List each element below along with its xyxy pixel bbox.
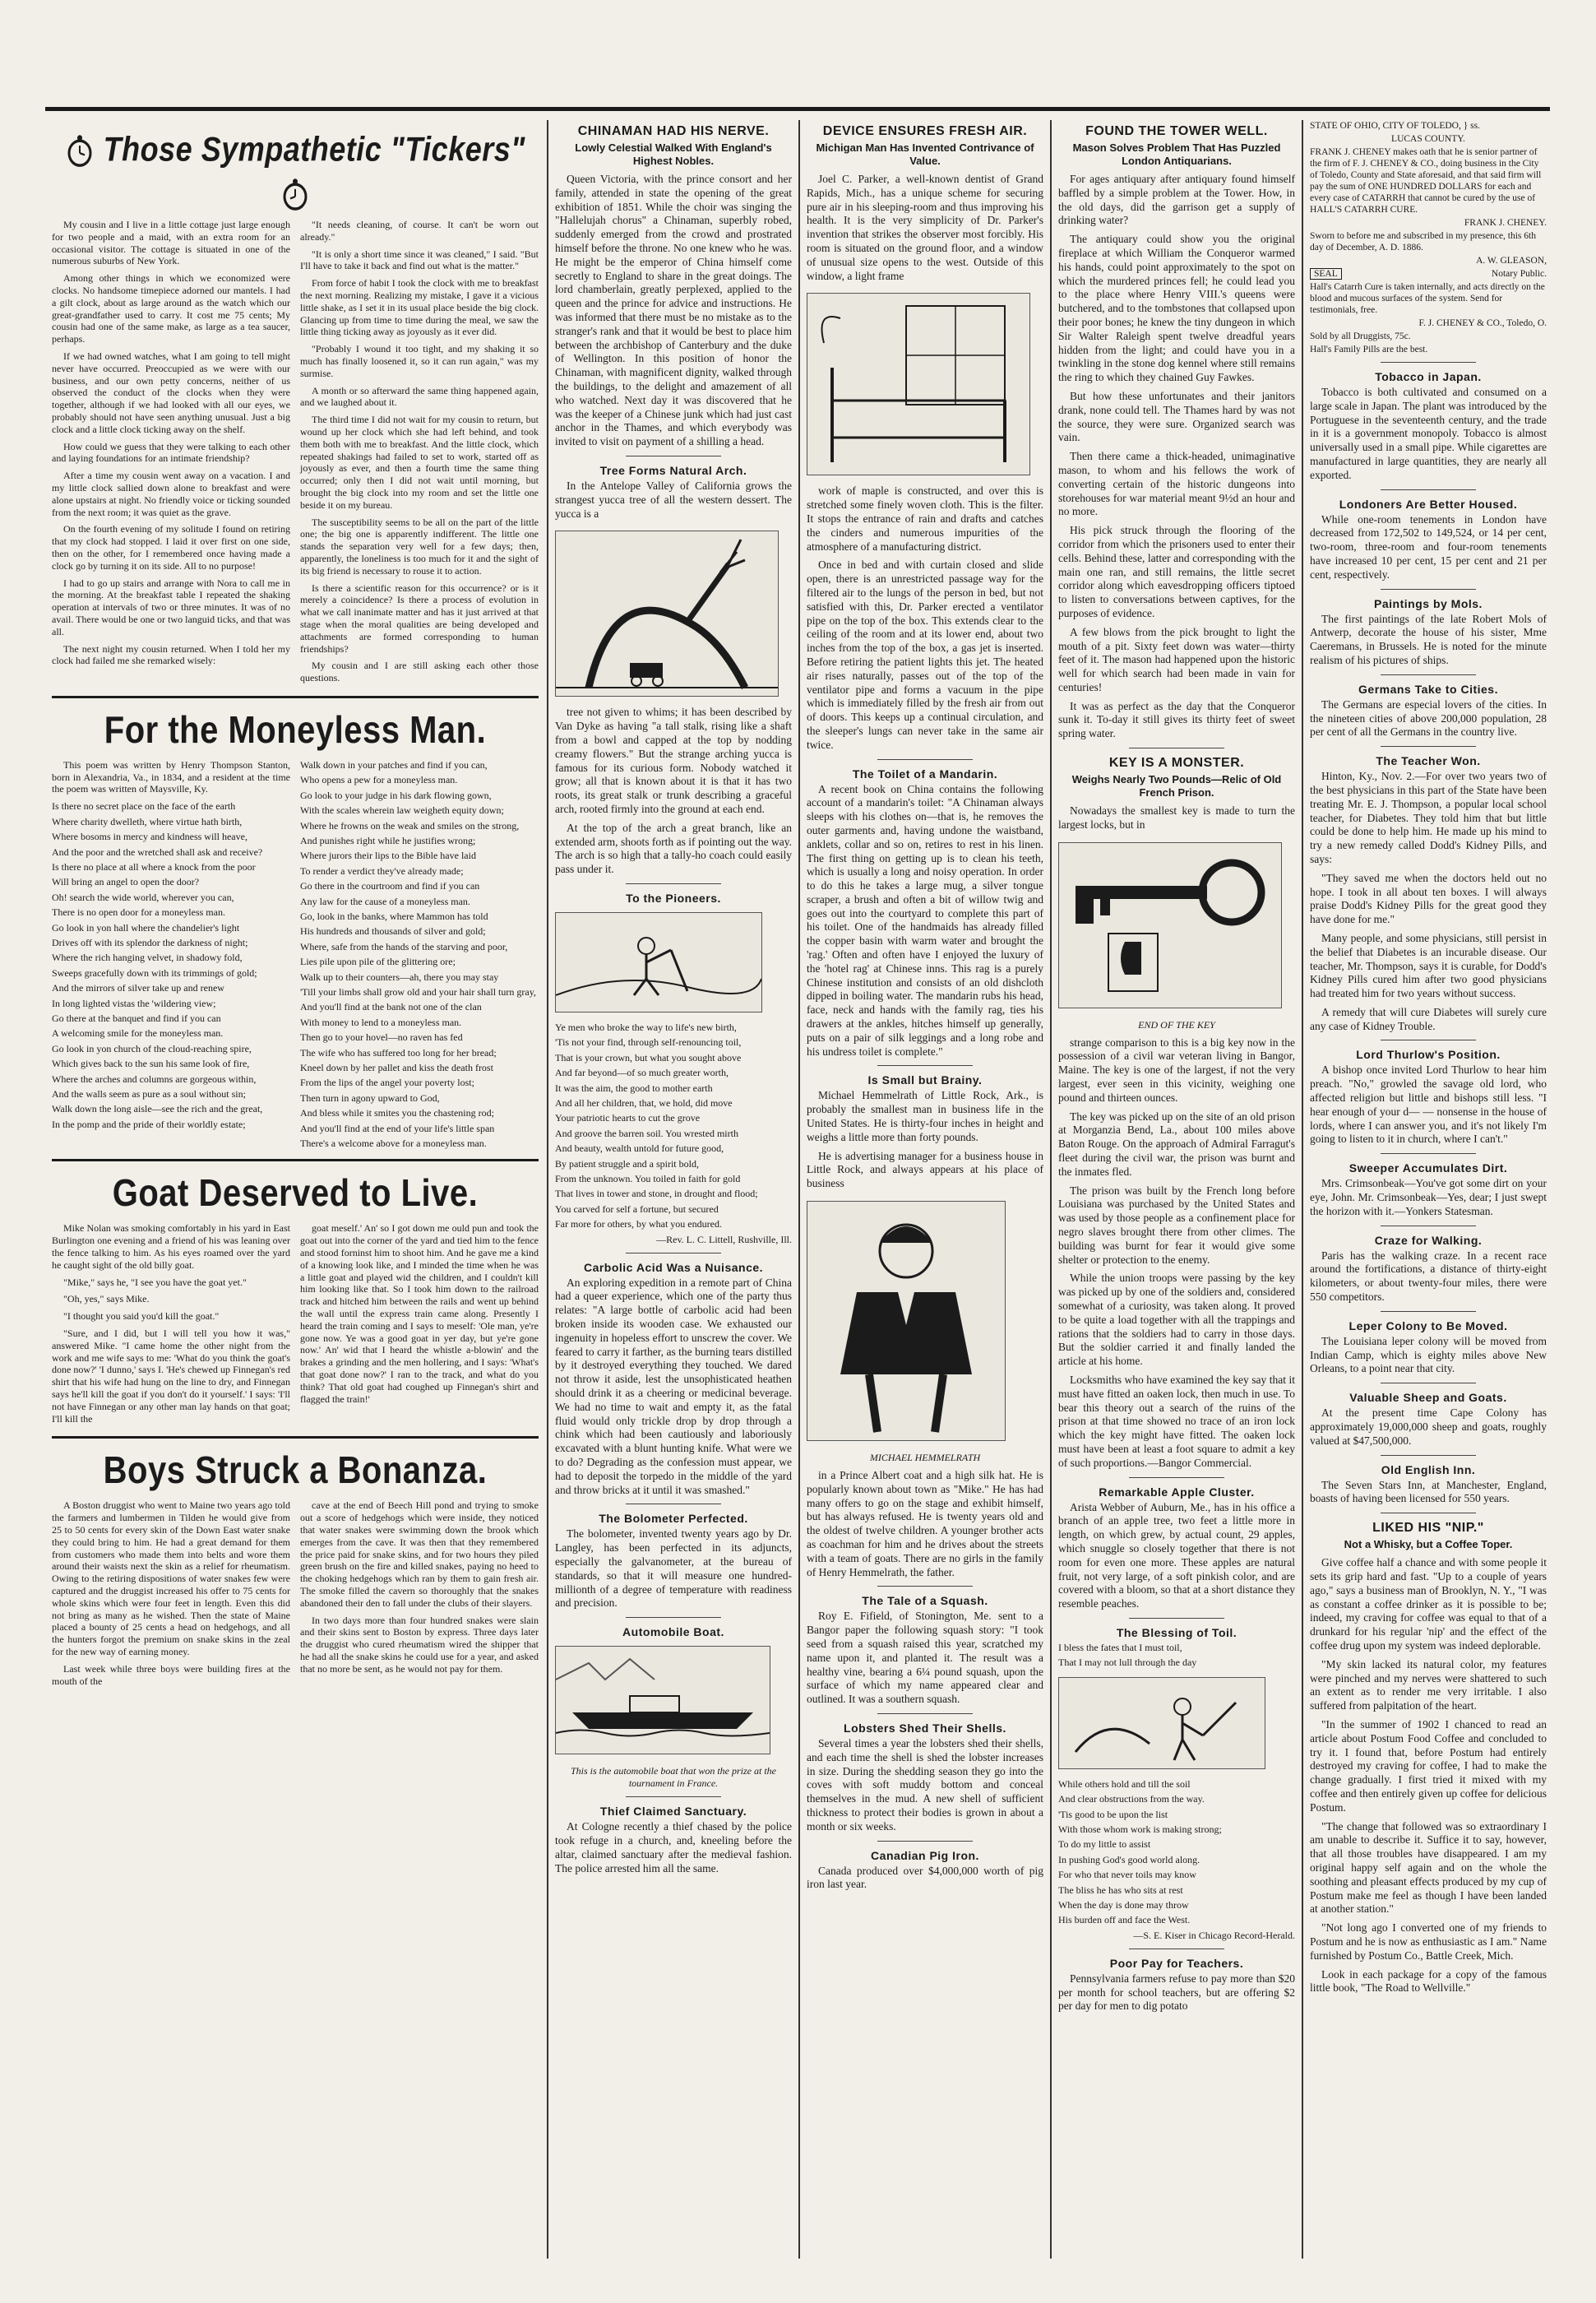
tickers-paragraph: The next night my cousin returned. When I told her my clock had failed me she remarked wisely:: [52, 642, 290, 667]
key-paragraph: The key was picked up on the site of an old prison at Morganzia Bend, La., about 100 miles above Baton Rouge. On the approach of Admiral Farragut's fleet during the civil war, the prison was burnt and the inmates fled.: [1058, 1110, 1295, 1178]
headline-pig-iron: Canadian Pig Iron.: [871, 1848, 979, 1862]
key-paragraph: Nowadays the smallest key is made to turn the largest locks, but in: [1058, 804, 1295, 831]
goat-article: [52, 1222, 539, 1430]
notice-line: [1310, 268, 1547, 280]
poem-line: Oh! search the wide world, wherever you can,: [52, 891, 234, 903]
poem-line: Walk down in your patches and find if you can,: [300, 758, 488, 771]
goat-paragraph: Mike Nolan was smoking comfortably in his yard in East Burlington one evening and a friend of his was leaning over the fence talking to him. As his eyes roamed over the yard he caught sight of the old billy goat.: [52, 1222, 290, 1271]
notice-line: FRANK J. CHENEY.: [1464, 218, 1547, 228]
fresh-air-paragraph: Joel C. Parker, a well-known dentist of Grand Rapids, Mich., has a unique scheme for securing pure air in his sleeping-room and thus improving his health. It is the very simplicity of Dr. Parker's invention that strikes the observer most forcibly. His room is situated on the ground floor, and a window of unusual size opens to the west. Outside of this window, a light frame: [807, 173, 1043, 282]
separator: [1381, 674, 1475, 675]
headline-bonanza: Boys Struck a Bonanza.: [103, 1450, 488, 1492]
poem-line: And beauty, wealth untold for future good,: [555, 1142, 724, 1155]
goat-paragraph: "Mike," says he, "I see you have the goat yet.": [63, 1276, 247, 1288]
separator: [1129, 1618, 1224, 1619]
poem-line: His burden off and face the West.: [1058, 1914, 1191, 1926]
tower-paragraph: Then there came a thick-headed, unimaginative mason, to whom and his fellows the work of converting certain of the historic dungeons into storehouses for war material meant 9½d an hour and no more.: [1058, 450, 1295, 518]
column-divider: [547, 120, 548, 2259]
poem-line: For who that never toils may know: [1058, 1869, 1196, 1881]
deck-nip: Not a Whisky, but a Coffee Toper.: [1344, 1538, 1513, 1551]
tickers-paragraph: The susceptibility seems to be all on the part of the little one; the big one is apparently indifferent. The little one stands the separation very well for a few days; then, apparently, the loneliness is too much for it and the sight of its big friend is necessary to rouse it to action.: [300, 516, 539, 577]
poem-line: Where charity dwelleth, where virtue hath birth,: [52, 815, 243, 827]
clock-icon: [280, 178, 310, 212]
headline-thurlow: Lord Thurlow's Position.: [1356, 1048, 1501, 1062]
inn-paragraph: The Seven Stars Inn, at Manchester, England, boasts of having been licensed for 550 years.: [1310, 1478, 1547, 1505]
headline-walking: Craze for Walking.: [1374, 1233, 1483, 1247]
poem-line: A welcoming smile for the moneyless man.: [52, 1027, 224, 1040]
tower-paragraph: For ages antiquary after antiquary found himself baffled by a simple problem at the Tower. How, in the old days, did the garrison get a supply of drinking water?: [1058, 173, 1295, 227]
walking-paragraph: Paris has the walking craze. In a recent race around the fortifications, a distance of thirty-eight kilometers, or about twenty-four miles, there were 550 competitors.: [1310, 1249, 1547, 1304]
nip-paragraph: "Not long ago I converted one of my friends to Postum and he is now as enthusiastic as I am." Name furnished by Postum Co., Battle Creek, Mich.: [1310, 1921, 1547, 1962]
tower-paragraph: It was as perfect as the day that the Conqueror sunk it. To-day it still gives its thirty feet of sweet spring water.: [1058, 699, 1295, 740]
separator: [626, 883, 720, 884]
poem-line: And groove the barren soil. You wrested mirth: [555, 1127, 738, 1139]
bonanza-paragraph: Last week while three boys were building fires at the mouth of the: [52, 1662, 290, 1687]
tickers-paragraph: "Probably I wound it too tight, and my shaking it so much has finally loosened it, so it can run again," was my surmise.: [300, 343, 539, 379]
poem-line: That I may not lull through the day: [1058, 1657, 1197, 1669]
headline-poor-pay: Poor Pay for Teachers.: [1109, 1956, 1244, 1970]
separator: [626, 1617, 720, 1618]
headline-tower-well: FOUND THE TOWER WELL.: [1085, 124, 1268, 138]
tower-paragraph: But how these unfortunates and their janitors drank, none could tell. The Thames hard by was not the source, they were sure. Organized search was vain.: [1058, 389, 1295, 444]
poem-line: Where he frowns on the weak and smiles on the strong,: [300, 819, 520, 832]
teacher-paragraph: Hinton, Ky., Nov. 2.—For over two years two of the best physicians in this part of the State have been treating Mr. E. J. Thompson, a popular local school teacher, for Diabetes. They told him that but little could be done to help him. He made up his mind to try a new remedy called Dodd's Kidney Pills, and says:: [1310, 770, 1547, 865]
poem-line: Where, safe from the hands of the starving and poor,: [300, 940, 508, 952]
clock-icon: [65, 135, 95, 169]
headline-goat: Goat Deserved to Live.: [112, 1173, 479, 1215]
separator: [1381, 589, 1475, 590]
poem-line: You carved for self a fortune, but secured: [555, 1202, 719, 1215]
headline-sheep: Valuable Sheep and Goats.: [1349, 1391, 1507, 1405]
separator: [1381, 1153, 1475, 1154]
germans-paragraph: The Germans are especial lovers of the cities. In the nineteen cities of above 200,000 population, 28 per cent of all the Germans in the country live.: [1310, 697, 1547, 739]
brainy-paragraph: Michael Hemmelrath of Little Rock, Ark., is probably the smallest man in business life in the United States. He is thirty-four inches in height and weighs a little more than forty pounds.: [807, 1089, 1043, 1143]
tobacco-paragraph: Tobacco is both cultivated and consumed on a large scale in Japan. The plant was introduced by the Portuguese in the seventeenth century, and the trade in it is a government monopoly. Tobacco is almost universally used in a small pipe. While cigarettes are manufactured in large quantities, they are nearly all exported.: [1310, 386, 1547, 481]
toil-illustration: [1058, 1677, 1265, 1769]
column-3: [807, 120, 1043, 2267]
poem-line: Go there at the banquet and find if you can: [52, 1012, 221, 1024]
section-rule: [52, 1436, 539, 1439]
fresh-air-paragraph: work of maple is constructed, and over this is stretched some finely woven cloth. This is the filter. It stops the entrance of rain and drafts and catches the cinders and numerous impurities of the atmosphere of a manufacturing district.: [807, 484, 1043, 553]
separator: [1381, 1311, 1475, 1312]
key-illustration: [1058, 842, 1282, 1008]
poem-line: There's a welcome above for a moneyless man.: [300, 1138, 487, 1150]
poem-line: With money to lend to a moneyless man.: [300, 1016, 462, 1028]
notice-line: STATE OF OHIO, CITY OF TOLEDO, } ss.: [1310, 121, 1480, 131]
poem-line: By patient struggle and a spirit bold,: [555, 1157, 699, 1170]
notice-line: F. J. CHENEY & CO., Toledo, O.: [1418, 318, 1547, 328]
poem-line: When the day is done may throw: [1058, 1899, 1189, 1911]
poem-line: That lives in tower and stone, in drought and flood;: [555, 1188, 758, 1200]
deck-key-monster: Weighs Nearly Two Pounds—Relic of Old French Prison.: [1071, 773, 1282, 799]
poem-line: 'Tis good to be upon the list: [1058, 1808, 1168, 1820]
poem-line: And all her children, that, we hold, did move: [555, 1096, 733, 1109]
poem-line: I bless the fates that I must toil,: [1058, 1641, 1182, 1653]
headline-moneyless: For the Moneyless Man.: [104, 709, 487, 752]
nip-paragraph: "My skin lacked its natural color, my features were pinched and my nerves were shattered to such an extent as to render me very irritable. I also suffered from palpitation of the heart.: [1310, 1657, 1547, 1712]
headline-tobacco: Tobacco in Japan.: [1375, 370, 1482, 383]
thief-paragraph: At Cologne recently a thief chased by the police took refuge in a church, and, kneeling before the altar, claimed sanctuary after the medieval fashion. The police arrested him all the same.: [555, 1820, 792, 1874]
notice-line: Hall's Catarrh Cure is taken internally, and acts directly on the blood and mucous surfaces of the system. Send for testimonials, free.: [1310, 282, 1545, 315]
seal-box: SEAL: [1310, 268, 1342, 280]
separator: [877, 1713, 972, 1714]
deck-chinaman: Lowly Celestial Walked With England's Highest Nobles.: [575, 141, 772, 167]
poem-line: There is no open door for a moneyless man.: [52, 906, 225, 919]
headline-germans: Germans Take to Cities.: [1358, 682, 1498, 696]
poem-line: To do my little to assist: [1058, 1838, 1151, 1851]
tickers-paragraph: My cousin and I live in a little cottage just large enough for two people and a maid, with an extra room for an occasional visitor. The cottage is situated in one of the numerous suburbs of New York.: [52, 219, 290, 267]
poem-line: And the poor and the wretched shall ask and receive?: [52, 846, 263, 858]
poem-line: In the pomp and the pride of their worldly estate;: [52, 1118, 246, 1130]
carbolic-paragraph: An exploring expedition in a remote part of China had a queer experience, which one of the party thus relates: "A large bottle of carbolic acid had been broken inside its wooden case. We exhausted our ingenuity in hopeless effort to unscrew the cover. We feared to carry it farther, as the burning tears distilled by it destroyed everything they touched. We dared not throw it aside, lest the unsophisticated heathen should drink it as a cheering or medicinal beverage. We had no time to wait and empty it, as the fatal fluid would only trickle drop by drop through a chink which had been cautiously and laboriously excavated with a blunt hunting knife. What were we to do? Degrading as the confession must appear, we had to deposit the torpedo in the middle of the yard and throw bricks at it until it was smashed.": [555, 1276, 792, 1496]
poem-line: Is there no place at all where a knock from the poor: [52, 860, 256, 873]
headline-bolometer: The Bolometer Perfected.: [599, 1512, 748, 1526]
teacher-paragraph: A remedy that will cure Diabetes will surely cure any case of Kidney Trouble.: [1310, 1005, 1547, 1032]
ventilated-bed-illustration: [807, 293, 1030, 475]
column-5: [1310, 120, 1547, 2267]
tower-paragraph: His pick struck through the flooring of the corridor from which the prisoners used to enter their cells. Behind these, latter and corresponding with the main one ran, and still remains, the little secret corridor along which eavesdropping officers tiptoed to listen to conversations between captives, for the purposes of evidence.: [1058, 524, 1295, 619]
tickers-paragraph: After a time my cousin went away on a vacation. I and my little clock sallied down alone to breakfast and were alone upstairs at night. No friendly voice or ticking sounded from the next room; it was quiet as the grave.: [52, 470, 290, 518]
sheep-paragraph: At the present time Cape Colony has approximately 19,000,000 sheep and goats, roughly valued at $47,500,000.: [1310, 1406, 1547, 1447]
poem-line: 'Tis not your find, through self-renouncing toil,: [555, 1036, 742, 1049]
nip-paragraph: "In the summer of 1902 I chanced to read an article about Postum Food Coffee and concluded to try it. I found that, before Postum had entirely destroyed my craving for coffee, I had to make the change gradually. I first tried it mixed with my coffee and then entirely given up coffee for delicious Postum.: [1310, 1717, 1547, 1814]
top-rule: [45, 107, 1550, 111]
deck-tower-well: Mason Solves Problem That Has Puzzled London Antiquarians.: [1072, 141, 1281, 167]
poem-line: In long lighted vistas the 'wildering view;: [52, 997, 216, 1009]
poem-line: With the scales wherein law weigheth equity down;: [300, 804, 504, 817]
poem-line: Drives off with its splendor the darkness of night;: [52, 936, 248, 948]
tickers-paragraph: My cousin and I are still asking each other those questions.: [300, 660, 539, 684]
bolometer-paragraph: The bolometer, invented twenty years ago by Dr. Langley, has been perfected in its adjuncts, especially the galvanometer, at the bureau of standards, so that it will measure one hundred-millionth of a degree of temperature with readiness and precision.: [555, 1527, 792, 1610]
column-1: [52, 120, 539, 2267]
section-rule: [52, 1159, 539, 1161]
key-caption: END OF THE KEY: [1138, 1018, 1215, 1031]
headline-tickers: [52, 127, 539, 215]
poem-line: Any law for the cause of a moneyless man.: [300, 895, 470, 907]
separator: [877, 759, 972, 760]
deck-fresh-air: Michigan Man Has Invented Contrivance of Value.: [816, 141, 1034, 167]
poem-signature: —Rev. L. C. Littell, Rushville, Ill.: [656, 1233, 792, 1245]
teacher-paragraph: Many people, and some physicians, still persist in the belief that Diabetes is an incurable disease. Our teacher, Mr. Thompson, says it is curable, for Dodd's Kidney Pills cured him after two good physicians had treated him for two years without success.: [1310, 931, 1547, 1000]
headline-londoners: Londoners Are Better Housed.: [1339, 497, 1518, 511]
separator: [1129, 1477, 1224, 1478]
tickers-paragraph: On the fourth evening of my solitude I found on retiring that my clock had stopped. I laid it over first on one side, then on the other, for I remembered once having made a clock go by turning it on its side. All to no purpose!: [52, 523, 290, 572]
key-paragraph: The prison was built by the French long before Louisiana was purchased by the United States and was used by those people as a confinement place for negro slaves brought there from other climes. The building was burnt for fear it would give some shelter or protection to the enemy.: [1058, 1184, 1295, 1266]
poem-line: Which gives back to the sun his same look of fire,: [52, 1058, 250, 1070]
headline-blessing-of-toil: The Blessing of Toil.: [1116, 1625, 1237, 1639]
poem-line: To render a verdict they've already made;: [300, 864, 464, 877]
tickers-paragraph: Is there a scientific reason for this occurrence? or is it merely a coincidence? Is there a process of evolution in what we call inanimate matter and has it just arrived at that stage when the moral qualities are being developed and attachments are formed corresponding to human friendships?: [300, 582, 539, 655]
goat-paragraph: goat meself.' An' so I got down me ould pun and took the goat out into the corner of the yard and tied him to the fence and stood forninst him to shoot him. And he gave me a kind of a knowing look like, and I minded the time when he was a little goat and played wid the children, and I couldn't kill him looking like that. So I took him down to the railroad track and hitched him between the rails and went up behind the wall until the express train came along. Presently I heard the train coming and I says to meself: 'Ole man, ye're gone now. Ye was a good goat in yer day, but ye're gone now.' An' wid that I heard the whistle a-blowin' and the brakes a grinding and the men hollering, and I says: 'What's that goat done now?' I ran to the track, and what do you think? That old goat had coughed up Finnegan's shirt and flagged the train!': [300, 1222, 539, 1405]
poem-line: His hundreds and thousands of silver and gold;: [300, 925, 486, 938]
pig-iron-paragraph: Canada produced over $4,000,000 worth of pig iron last year.: [807, 1864, 1043, 1891]
nip-paragraph: Give coffee half a chance and with some people it sets its grip hard and fast. "Up to a couple of years ago," says a business man of Brooklyn, N. Y., "I was as constant a coffee drinker as it is possible to be; indeed, my craving for coffee was equal to that of a drunkard for his regular 'nip' and the effect of the coffee drug upon my system was indeed deplorable.: [1310, 1556, 1547, 1652]
tickers-paragraph: Among other things in which we economized were clocks. No handsome timepiece adorned our mantels. I had a gilt clock, about as large around as the watch which our great-grandfather used to carry. It cost me 75 cents; My cousin had one of the same make, as large as a tea saucer, perhaps.: [52, 272, 290, 345]
poem-line: Lies pile upon pile of the glittering ore;: [300, 956, 456, 968]
mandarin-paragraph: A recent book on China contains the following account of a mandarin's toilet: "A Chinaman always sleeps with his clothes on—that is, he removes the outer garments and, having undone the waistband, anklets, collar and so on, retires to rest in his linen. The first thing on getting up is to clean his teeth, which is usually a long and noisy operation. In order to do this he takes a large mug, a silver tongue scraper, a brush and often a bit of willow twig and goes out into the courtyard to complete this part of his toilet. One of the handmaids has already filled the copper basin with warm water and brought the 'rag.' Often and often have I enjoyed the luxury of the 'hotel rag' at Chinese inns. This rag is a purely Chinese institution and consists of an old dishcloth dipped in boiling water. The mandarin rubs his head, face, neck and hands with the family rag, ties his drawers at the ankles, hitches himself up generally, puts on a pair of silk leggings and a long robe and his undress toilet is complete.": [807, 782, 1043, 1058]
paintings-paragraph: The first paintings of the late Robert Mols of Antwerp, decorate the house of his sister, Mme Caeremans, in Brussels. He is noted for the minute realism of his pictures of ships.: [1310, 612, 1547, 666]
poem-line: And you'll find at the bank not one of the clan: [300, 1001, 482, 1013]
poem-line: Ye men who broke the way to life's new birth,: [555, 1021, 737, 1033]
headline-paintings: Paintings by Mols.: [1374, 596, 1483, 610]
nip-paragraph: "The change that followed was so extraordinary I am unable to describe it. Suffice it to say, however, that all those troubles have disappeared. I am my original happy self again and on the whole the soothing and pleasant effects produced by my cup of Postum make me feel as though I have been landed at another station.": [1310, 1819, 1547, 1916]
poem-line: Go there in the courtroom and find if you can: [300, 880, 480, 892]
tickers-paragraph: A month or so afterward the same thing happened again, and we laughed about it.: [300, 384, 539, 409]
poem-line: Go look in yon church of the cloud-reaching spire,: [52, 1042, 252, 1054]
goat-paragraph: "Sure, and I did, but I will tell you how it was," answered Mike. "I came home the other night from the work and me wife says to me: 'What do you think the goat's done now?' 'I dunno,' says I. 'He's chewed up Finnegan's red shirt that his wife had hung on the line to dry, and Finnegan says he'll kill the goat if you don't do it yourself.' I says: 'I'll not have Finnegan or any other man lay hands on that goat; I'll kill the: [52, 1328, 290, 1425]
poem-line: And the mirrors of silver take up and renew: [52, 982, 224, 994]
tickers-paragraph: If we had owned watches, what I am going to tell might never have occurred. Preoccupied as we were with our business, and our own petty concerns, neither of us observed the conduct of the clocks when they were together, although if we had looked with all our eyes, we probably should not have seen anything unusual. Just a big clock and a little clock ticking away on the shelf.: [52, 350, 290, 435]
headline-mandarin: The Toilet of a Mandarin.: [852, 767, 998, 781]
poem-line: It was the aim, the good to mother earth: [555, 1082, 713, 1094]
poem-line: And bless while it smites you the chastening rod;: [300, 1107, 494, 1119]
yucca-arch-illustration: [555, 531, 779, 697]
poem-line: And you'll find at the end of your life's little span: [300, 1122, 495, 1134]
tickers-paragraph: "It needs cleaning, of course. It can't be worn out already.": [300, 219, 539, 243]
separator: [877, 1586, 972, 1587]
headline-key-monster: KEY IS A MONSTER.: [1108, 756, 1245, 771]
tickers-paragraph: How could we guess that they were talking to each other and laying foundations for an intimate friendship?: [52, 440, 290, 465]
poem-intro: This poem was written by Henry Thompson Stanton, born in Alexandria, Va., in 1834, and a resident at the time the poem was written of Maysville, Ky.: [52, 758, 290, 795]
notice-line: FRANK J. CHENEY makes oath that he is senior partner of the firm of F. J. CHENEY & CO., doing business in the City of Toledo, County and State aforesaid, and that said firm will pay the sum of ONE HUNDRED DOLLARS for each and every case of CATARRH that cannot be cured by the use of HALL'S CATARRH CURE.: [1310, 147, 1542, 215]
poem-line: The wife who has suffered too long for her bread;: [300, 1046, 497, 1059]
separator: [1381, 1455, 1475, 1456]
poem-line: The bliss he has who sits at rest: [1058, 1884, 1183, 1896]
poem-line: Will bring an angel to open the door?: [52, 876, 200, 888]
headline-fresh-air: DEVICE ENSURES FRESH AIR.: [822, 124, 1028, 138]
poem-line: Walk down the long aisle—see the rich and the great,: [52, 1103, 263, 1115]
poem-line: With those whom work is making strong;: [1058, 1823, 1222, 1835]
poem-line: In pushing God's good world along.: [1058, 1853, 1200, 1865]
poem-line: Your patriotic hearts to cut the grove: [555, 1112, 701, 1124]
poem-line: Walk up to their counters—ah, there you may stay: [300, 971, 499, 983]
tickers-paragraph: The third time I did not wait for my cousin to return, but wound up her clock which she had left behind, and took them both with me to breakfast. And the little clock, which repeated shakings had failed to set to work, started off as joyously as ever, and then a fourth time the same thing occurred; only then I did not wait until morning, but brought the big clock into my room and set the little one beside it on my bureau.: [300, 414, 539, 511]
thurlow-paragraph: A bishop once invited Lord Thurlow to hear him preach. "No," growled the savage old lord, who affected religion but little and bishops still less. "I hear enough of your d— — nonsense in the house of lords, where I can answer you, and it's not likely I'm going to listen to it in church, where I can't.": [1310, 1063, 1547, 1146]
newspaper-page: [45, 107, 1550, 2278]
poem-line: Go, look in the banks, where Mammon has told: [300, 910, 488, 922]
poem-line: While others hold and till the soil: [1058, 1777, 1191, 1790]
poem-line: Far more for others, by what you endured.: [555, 1218, 722, 1230]
notice-line: A. W. GLEASON,: [1476, 256, 1547, 266]
headline-sweeper: Sweeper Accumulates Dirt.: [1349, 1161, 1508, 1175]
notice-line: LUCAS COUNTY.: [1391, 134, 1465, 144]
separator: [1381, 746, 1475, 747]
headline-inn: Old English Inn.: [1381, 1462, 1476, 1476]
tickers-paragraph: "It is only a short time since it was cleaned," I said. "But I'll have to take it back and find out what is the matter.": [300, 248, 539, 272]
headline-automobile-boat: Automobile Boat.: [622, 1625, 724, 1639]
poem-line: Where the arches and columns are gorgeous within,: [52, 1073, 257, 1085]
separator: [877, 1841, 972, 1842]
poem-line: Kneel down by her pallet and kiss the death frost: [300, 1062, 493, 1074]
pioneer-illustration: [555, 912, 762, 1012]
section-rule: [52, 696, 539, 698]
poem-signature: —S. E. Kiser in Chicago Record-Herald.: [1133, 1929, 1295, 1941]
poem-line: 'Till your limbs shall grow old and your hair shall turn gray,: [300, 985, 536, 998]
moneyless-poem: [52, 759, 539, 1153]
headline-teacher-won: The Teacher Won.: [1376, 754, 1481, 768]
column-divider: [1050, 120, 1052, 2259]
notary-label: Notary Public.: [1491, 269, 1547, 279]
column-divider: [798, 120, 800, 2259]
poem-line: From the unknown. You toiled in faith for gold: [555, 1172, 741, 1184]
chinaman-paragraph: Queen Victoria, with the prince consort and her family, attended in state the opening of the great exhibition of 1851. While the choir was singing the "Hallelujah chorus" a Chinaman, superbly robed, suddenly emerged from the crowd and prostrated himself before the throne. No one knew who he was. He might be the emperor of China himself come secretly to England to share in the great doings. The lord chamberlain, greatly perplexed, applied to the queen and the prince for advice and instructions. He was informed that there must be no mistake as to the stranger's rank and that it would be best to place him between the archbishop of Canterbury and the duke of Wellington. In this position of honor the Chinaman, with magnificent dignity, walked through the buildings, to the delight and amazement of all who watched. Next day it was discovered that he was the keeper of a Chinese junk which had just cast anchor in the Thames, and which everybody was invited to visit on payment of a shilling a head.: [555, 173, 792, 448]
poem-line: And punishes right while he justifies wrong;: [300, 834, 476, 846]
bonanza-paragraph: In two days more than four hundred snakes were slain and their skins sent to Boston by express. Three days later the druggist who cured rheumatism wired the shipper that he had all the snake skins he could use for a year, and asked that no more be sent, as he would not pay for them.: [300, 1614, 539, 1675]
separator: [626, 1796, 720, 1797]
nip-paragraph: Look in each package for a copy of the famous little book, "The Road to Wellville.": [1310, 1967, 1547, 1995]
poem-line: Where the rich hanging velvet, in shadowy fold,: [52, 952, 243, 964]
headline-chinaman: CHINAMAN HAD HIS NERVE.: [577, 124, 770, 138]
column-2: [555, 120, 792, 2267]
column-divider: [1302, 120, 1303, 2259]
headline-thief: Thief Claimed Sanctuary.: [599, 1805, 747, 1819]
boat-caption: This is the automobile boat that won the prize at the tournament in France.: [571, 1765, 776, 1790]
arch-paragraph: In the Antelope Valley of California grows the strangest yucca tree of all the western dessert. The yucca is a: [555, 479, 792, 520]
headline-squash: The Tale of a Squash.: [862, 1594, 988, 1608]
headline-arch: Tree Forms Natural Arch.: [599, 463, 747, 477]
sweeper-paragraph: Mrs. Crimsonbeak—You've got some dirt on your eye, John. Mr. Crimsonbeak—Yes, dear; I just swept the horizon with it.—Yonkers Statesman.: [1310, 1177, 1547, 1217]
poem-line: Then go to your hovel—no raven has fed: [300, 1031, 463, 1044]
poem-line: And the walls seem as pure as a soul without sin;: [52, 1088, 246, 1100]
notice-line: Sold by all Druggists, 75c.: [1310, 331, 1411, 341]
poem-line: Then turn in agony upward to God,: [300, 1091, 440, 1104]
poem-line: Is there no secret place on the face of the earth: [52, 800, 236, 813]
poem-line: Where bosoms in mercy and kindness will heave,: [52, 831, 247, 843]
separator: [877, 1065, 972, 1066]
column-4: [1058, 120, 1295, 2267]
fresh-air-paragraph: Once in bed and with curtain closed and slide open, there is an unrestricted passage way for the filtered air to the lungs of the person in bed, but not satisfied with this, Dr. Parker erected a ventilator pipe on the top of the box. This extends clear to the ceiling of the room and at its lower end, about two inches from the top of the box, a gas jet is inserted. Before retiring the patient lights this jet. The heated air rises naturally, passes out of the top of the ventilator pipe and forms a vacuum in the pipe which is immediately filled by the fresh air from out of doors. This keeps up a continual circulation, and the sleeper's lungs can never take in the same air twice.: [807, 558, 1043, 751]
tickers-article: [52, 219, 539, 689]
headline-pioneers: To the Pioneers.: [626, 891, 721, 905]
separator: [1381, 362, 1475, 363]
arch-paragraph: At the top of the arch a great branch, like an extended arm, shoots forth as if pointing out the way. The arch is so high that a tally-ho coach could easily pass under it.: [555, 821, 792, 876]
automobile-boat-illustration: [555, 1646, 770, 1754]
headline-lobsters: Lobsters Shed Their Shells.: [844, 1721, 1006, 1735]
bonanza-paragraph: cave at the end of Beech Hill pond and trying to smoke out a score of hedgehogs which were inside, they noticed that water snakes were swimming down the brook which emerges from the cave. It was then that they remembered the price paid for snake skins, and for two hours they piled green brush on the fire and killed snakes, paying no heed to the choking hedgehogs which ran by them to gain fresh air. The smoke filled the cavern so thoroughly that the snakes abandoned their den to fall under the clubs of their slayers.: [300, 1499, 539, 1609]
londoners-paragraph: While one-room tenements in London have decreased from 172,502 to 149,524, or 14 per cent, two-room, three-room and four-room tenements have increased 10 per cent, 15 per cent and 21 per cent, respectively.: [1310, 512, 1547, 581]
headline-small-but-brainy: Is Small but Brainy.: [867, 1073, 983, 1087]
goat-paragraph: "Oh, yes," says Mike.: [63, 1293, 150, 1305]
headline-nip: LIKED HIS "NIP.": [1372, 1521, 1484, 1536]
notice-line: Sworn to before me and subscribed in my presence, this 6th day of December, A. D. 1886.: [1310, 231, 1536, 253]
poem-line: From the lips of the angel your poverty lost;: [300, 1077, 474, 1089]
goat-paragraph: "I thought you said you'd kill the goat.": [63, 1310, 220, 1323]
brainy-paragraph: in a Prince Albert coat and a high silk hat. He is popularly known about town as "Mike." He has had many offers to go on the stage and exhibit himself, but has always refused. He is twenty years old and the oldest of twelve children. A younger brother acts as coachman for him and he drives about the streets with a team of goats. There are no girls in the family of Henry Hemmelrath, the father.: [807, 1469, 1043, 1578]
bonanza-article: [52, 1499, 539, 1692]
poem-line: Sweeps gracefully down with its trimmings of gold;: [52, 966, 257, 979]
poor-pay-paragraph: Pennsylvania farmers refuse to pay more than $20 per month for school teachers, but are offering $2 per day for men to dig potato: [1058, 1972, 1295, 2013]
portrait-illustration: [807, 1201, 1006, 1441]
headline-apple-cluster: Remarkable Apple Cluster.: [1099, 1485, 1255, 1499]
lobsters-paragraph: Several times a year the lobsters shed their shells, and each time the shell is shed the lobster increases in size. During the shedding season they go into the coves with soft muddy bottom and conceal themselves in the mud. A new shell of sufficient thickness to protect their bodies is grown in about a month or six weeks.: [807, 1736, 1043, 1833]
notice-line: Hall's Family Pills are the best.: [1310, 345, 1428, 354]
headline-tickers-text: Those Sympathetic "Tickers": [103, 129, 525, 169]
key-paragraph: While the union troops were passing by the key was picked up by one of the soldiers and, considered somewhat of a curiosity, was taken along. It proved to be quite a load together with all the trappings and rations that the soldiers had to carry in those days. But the soldier carried it and finally landed the article at his home.: [1058, 1272, 1295, 1368]
separator: [1381, 489, 1475, 490]
squash-paragraph: Roy E. Fifield, of Stonington, Me. sent to a Bangor paper the following squash story: "I took seed from a squash raised this year, scratched my name upon it, and planted it. The result was a healthy vine, bearing a 6¼ pound squash, upon the surface of which my name appeared clear and outlined. It was a southern squash.: [807, 1610, 1043, 1706]
teacher-paragraph: "They saved me when the doctors held out no hope. I took in all about ten boxes. I will always praise Dodd's Kidney Pills for the great good they have done for me.": [1310, 871, 1547, 926]
poem-line: Go look in yon hall where the chandelier's light: [52, 921, 240, 934]
key-paragraph: Locksmiths who have examined the key say that it must have fitted an oaken lock, then much in use. To bear this theory out a search of the ruins of the prison at that time showed no trace of an iron lock which the key might have fitted. The oaken lock must have been at least a foot square to admit a key of such proportions.—Bangor Commercial.: [1058, 1374, 1295, 1469]
tickers-paragraph: I had to go up stairs and arrange with Nora to call me in the morning. At the breakfast table I repeated the shaking operation at intervals of two or three minutes. It was of no avail. There would be one or two languid ticks, and that was all.: [52, 577, 290, 637]
poem-line: Where jurors their lips to the Bible have laid: [300, 850, 476, 862]
bonanza-paragraph: A Boston druggist who went to Maine two years ago told the farmers and lumbermen in Tilden he would give from 25 to 50 cents for every skin of the Down East water snake they could bring to him. He had a great demand for them from customers who made them into belts and wore them around their waists next the skin as a relief for rheumatism. Owing to the retiring dispositions of water snakes few were captured and the druggist increased his offer to 75 cents for whole skins which were four feet in length. Even this did not bring as many as he wished. Then the state of Maine placed a bounty of 25 cents a head on hedgehogs, and all the hunters forgot the premium on snake skins in the zeal for the new way of earning money.: [52, 1499, 290, 1657]
poem-line: And clear obstructions from the way.: [1058, 1793, 1205, 1805]
poem-line: Go look to your judge in his dark flowing gown,: [300, 789, 492, 801]
headline-carbolic: Carbolic Acid Was a Nuisance.: [583, 1260, 764, 1274]
poem-line: Who opens a pew for a moneyless man.: [300, 774, 458, 786]
key-paragraph: strange comparison to this is a big key now in the possession of a civil war veteran living in Bangor, Maine. The key is one of the largest, if not the very largest, ever seen in this vicinity, weighing one pound and thirteen ounces.: [1058, 1036, 1295, 1104]
tower-paragraph: A few blows from the pick brought to light the mouth of a pit. Sixty feet down was water—thirty feet of it. The mason had happened upon the historic well for which search had been made in vain for centuries!: [1058, 625, 1295, 693]
arch-paragraph: tree not given to whims; it has been described by Van Dyke as having "a tall stalk, rising like a shaft from a bowl and capped at the top by nodding creamy flowers." But the strange arching yucca is famous for its curious form. Nobody watched it grow; all that is known about it is that it has two roots, its great stalk or trunk describing a graceful arch, rooted firmly into the ground at each end.: [555, 706, 792, 815]
portrait-caption: MICHAEL HEMMELRATH: [869, 1452, 981, 1464]
brainy-paragraph: He is advertising manager for a business house in Little Rock, and always appears at his place of business: [807, 1149, 1043, 1190]
headline-leper: Leper Colony to Be Moved.: [1349, 1318, 1508, 1332]
poem-line: That is your crown, but what you sought above: [555, 1051, 742, 1063]
tower-paragraph: The antiquary could show you the original fireplace at which William the Conqueror warmed his hands, could point approximately to the spot on which the murdered princes fell; he could lead you to the place where Henry VIII.'s queens were butchered, and to the tombstones that collapsed upon their poor bones; he knew the tiny dungeon in which Sir Walter Raleigh spent twelve dreadful years hidden from the light; and could have you in a twinkling in the stone dog kennel where still remains the ring to which they chained Guy Fawkes.: [1058, 233, 1295, 384]
apple-paragraph: Arista Webber of Auburn, Me., has in his office a branch of an apple tree, two feet a little more in length, on which grew, by actual count, 29 apples, which snuggle so closely together that there is not room for even one more. These apples are natural fruit, not very large, of a soft pinkish color, and are covered with a bloom, so that at a short distance they resemble peaches.: [1058, 1500, 1295, 1610]
poem-line: And far beyond—of so much greater worth,: [555, 1067, 729, 1079]
tickers-paragraph: From force of habit I took the clock with me to breakfast the next morning. Realizing my mistake, I gave it a vicious little shake, as I set it in its usual place beside the big clock. Glancing up from time to time during the meal, we saw the little thing ticking away as joyously as it ever did.: [300, 277, 539, 338]
leper-paragraph: The Louisiana leper colony will be moved from Indian Camp, which is eighty miles above New Orleans, to a point near that city.: [1310, 1334, 1547, 1375]
